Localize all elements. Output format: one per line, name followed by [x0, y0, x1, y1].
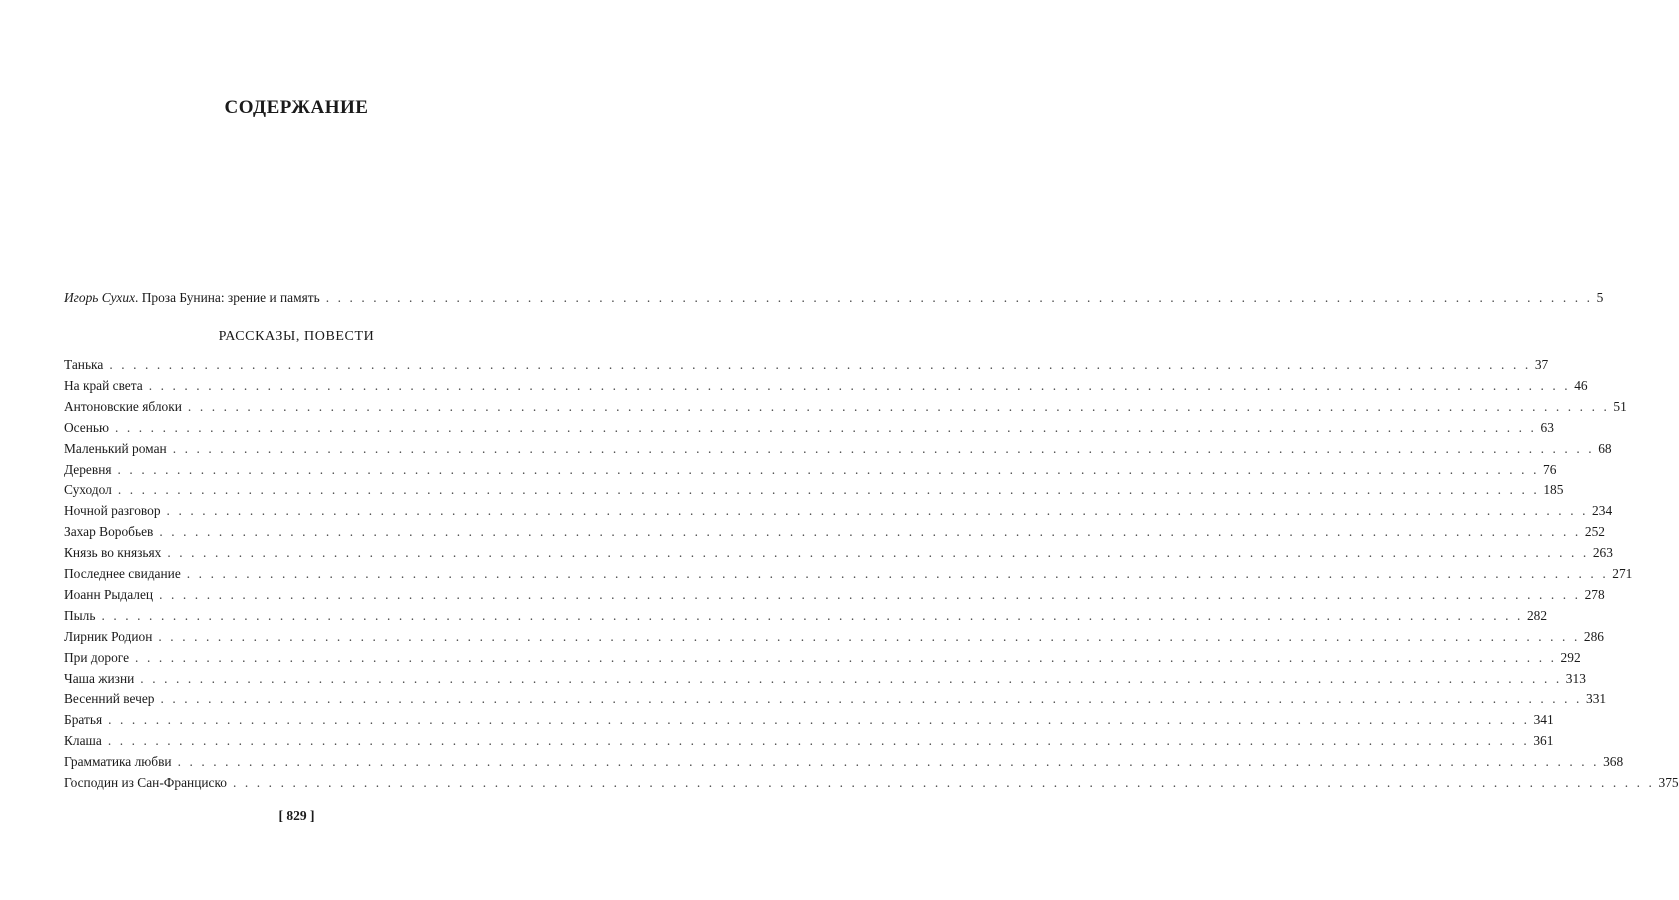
dot-leader: . . . . . . . . . . . . . . . . . . . . . . . . . . . . . . . . . . . . . . . . . . . . . . . . . . . . . . . . . . . . . . . . . . . . . . . . . . . . . . . . . . . . . . . . . . . . . . . . . . . . . . . . . . . . . . . . . . . . . . . .: [140, 670, 1562, 686]
dot-leader: . . . . . . . . . . . . . . . . . . . . . . . . . . . . . . . . . . . . . . . . . . . . . . . . . . . . . . . . . . . . . . . . . . . . . . . . . . . . . . . . . . . . . . . . . . . . . . . . . . . . . . . . . . . . . . . . . . . . . . . .: [187, 398, 1610, 414]
toc-entry-title: Захар Воробьев: [64, 524, 154, 540]
toc-entry-page: 5: [1596, 290, 1604, 305]
toc-entry: [64, 419, 1554, 436]
toc-entry: [64, 461, 1557, 478]
toc-entry-title: Лирник Родион: [64, 628, 153, 644]
toc-entry: [64, 628, 1604, 645]
toc-entry: [64, 649, 1581, 666]
toc-entry-title: Деревня: [64, 461, 112, 477]
toc-entry-page: 76: [1543, 461, 1557, 477]
toc-entry-page: 313: [1565, 670, 1586, 686]
dot-leader: . . . . . . . . . . . . . . . . . . . . . . . . . . . . . . . . . . . . . . . . . . . . . . . . . . . . . . . . . . . . . . . . . . . . . . . . . . . . . . . . . . . . . . . . . . . . . . . . . . . . . . . . . . . . . . . . . . . . . . . .: [159, 524, 1581, 540]
toc-entry: [64, 670, 1586, 687]
toc-entry-title: Осенью: [64, 419, 109, 435]
toc-entry: [64, 754, 1624, 770]
dot-leader: . . . . . . . . . . . . . . . . . . . . . . . . . . . . . . . . . . . . . . . . . . . . . . . . . . . . . . . . . . . . . . . . . . . . . . . . . . . . . . . . . . . . . . . . . . . . . . . . . . . . . . . . . . . . . . . . . . . . . . . .: [158, 628, 1580, 644]
toc-entry-title: Грамматика любви: [64, 754, 172, 770]
toc-entry: [64, 503, 1613, 519]
toc-entry-title: Чаша жизни: [64, 670, 135, 686]
toc-entry-page: 252: [1584, 524, 1605, 540]
toc-entry-page: 292: [1560, 649, 1581, 665]
toc-entry-title: Суходол: [64, 482, 112, 498]
toc-entry: [64, 440, 1612, 457]
toc-entry: [64, 586, 1605, 603]
toc-entry-title: Антоновские яблоки: [64, 398, 182, 414]
toc-entry: [64, 566, 1633, 582]
dot-leader: . . . . . . . . . . . . . . . . . . . . . . . . . . . . . . . . . . . . . . . . . . . . . . . . . . . . . . . . . . . . . . . . . . . . . . . . . . . . . . . . . . . . . . . . . . . . . . . . . . . . . . . . . . . . . . . . . . . . . . . .: [233, 775, 1655, 790]
toc-entry-page: 234: [1592, 503, 1613, 519]
page-title: СОДЕРЖАНИЕ: [224, 97, 369, 118]
dot-leader: . . . . . . . . . . . . . . . . . . . . . . . . . . . . . . . . . . . . . . . . . . . . . . . . . . . . . . . . . . . . . . . . . . . . . . . . . . . . . . . . . . . . . . . . . . . . . . . . . . . . . . . . . . . . . . . . . . . . . . . .: [117, 482, 1540, 498]
toc-entry-title: Братья: [64, 712, 103, 728]
toc-entry: [64, 357, 1549, 373]
toc-entry-title: Пыль: [64, 607, 96, 623]
toc-entry-page: 185: [1543, 482, 1564, 498]
toc-entry-title: Последнее свидание: [64, 566, 181, 581]
dot-leader: . . . . . . . . . . . . . . . . . . . . . . . . . . . . . . . . . . . . . . . . . . . . . . . . . . . . . . . . . . . . . . . . . . . . . . . . . . . . . . . . . . . . . . . . . . . . . . . . . . . . . . . . . . . . . . . . . . . . . . . .: [109, 357, 1531, 372]
dot-leader: . . . . . . . . . . . . . . . . . . . . . . . . . . . . . . . . . . . . . . . . . . . . . . . . . . . . . . . . . . . . . . . . . . . . . . . . . . . . . . . . . . . . . . . . . . . . . . . . . . . . . . . . . . . . . . . . . . . . . . . .: [166, 503, 1589, 519]
toc-entry-page: 341: [1533, 712, 1554, 728]
dot-leader: . . . . . . . . . . . . . . . . . . . . . . . . . . . . . . . . . . . . . . . . . . . . . . . . . . . . . . . . . . . . . . . . . . . . . . . . . . . . . . . . . . . . . . . . . . . . . . . . . . . . . . . . . . .: [325, 290, 1593, 305]
dot-leader: . . . . . . . . . . . . . . . . . . . . . . . . . . . . . . . . . . . . . . . . . . . . . . . . . . . . . . . . . . . . . . . . . . . . . . . . . . . . . . . . . . . . . . . . . . . . . . . . . . . . . . . . . . . . . . . . . . . . . . . .: [172, 440, 1595, 456]
toc-entry-page: 361: [1533, 733, 1554, 749]
dot-leader: . . . . . . . . . . . . . . . . . . . . . . . . . . . . . . . . . . . . . . . . . . . . . . . . . . . . . . . . . . . . . . . . . . . . . . . . . . . . . . . . . . . . . . . . . . . . . . . . . . . . . . . . . . . . . . . . . . . . . . . .: [177, 754, 1600, 770]
toc-entry: [64, 607, 1548, 624]
dot-leader: . . . . . . . . . . . . . . . . . . . . . . . . . . . . . . . . . . . . . . . . . . . . . . . . . . . . . . . . . . . . . . . . . . . . . . . . . . . . . . . . . . . . . . . . . . . . . . . . . . . . . . . . . . . . . . . . . . . . . . . .: [186, 566, 1609, 581]
dot-leader: . . . . . . . . . . . . . . . . . . . . . . . . . . . . . . . . . . . . . . . . . . . . . . . . . . . . . . . . . . . . . . . . . . . . . . . . . . . . . . . . . . . . . . . . . . . . . . . . . . . . . . . . . . . . . . . . . . . . . . . .: [135, 649, 1557, 665]
toc-entry-author-separator: .: [135, 290, 139, 305]
toc-entry-title: При дороге: [64, 649, 130, 665]
dot-leader: . . . . . . . . . . . . . . . . . . . . . . . . . . . . . . . . . . . . . . . . . . . . . . . . . . . . . . . . . . . . . . . . . . . . . . . . . . . . . . . . . . . . . . . . . . . . . . . . . . . . . . . . . . . . . . . . . . . . . . . .: [101, 607, 1523, 623]
toc-entry-page: 63: [1540, 419, 1554, 435]
toc-entry-page: 46: [1574, 377, 1588, 393]
toc-entry-page: 68: [1598, 440, 1612, 456]
toc-entry-page: 286: [1583, 628, 1604, 644]
toc-entry-page: 37: [1534, 357, 1549, 372]
toc-entry-title: Князь во князьях: [64, 545, 162, 561]
dot-leader: . . . . . . . . . . . . . . . . . . . . . . . . . . . . . . . . . . . . . . . . . . . . . . . . . . . . . . . . . . . . . . . . . . . . . . . . . . . . . . . . . . . . . . . . . . . . . . . . . . . . . . . . . . . . . . . . . . . . . . . .: [148, 377, 1571, 393]
dot-leader: . . . . . . . . . . . . . . . . . . . . . . . . . . . . . . . . . . . . . . . . . . . . . . . . . . . . . . . . . . . . . . . . . . . . . . . . . . . . . . . . . . . . . . . . . . . . . . . . . . . . . . . . . . . . . . . . . . . . . . . .: [117, 461, 1540, 477]
toc-entry-title: Иоанн Рыдалец: [64, 586, 154, 602]
toc-entry: [64, 733, 1554, 749]
toc-entry-title: Ночной разговор: [64, 503, 161, 519]
page-number: [ 829 ]: [278, 808, 315, 823]
toc-entry-title: Господин из Сан-Франциско: [64, 775, 227, 790]
toc-entry-intro: [64, 290, 1604, 306]
toc-entry-title: [64, 290, 320, 306]
dot-leader: . . . . . . . . . . . . . . . . . . . . . . . . . . . . . . . . . . . . . . . . . . . . . . . . . . . . . . . . . . . . . . . . . . . . . . . . . . . . . . . . . . . . . . . . . . . . . . . . . . . . . . . . . . . . . . . . . . . . . . . .: [108, 712, 1530, 728]
toc-entry: [64, 545, 1613, 561]
toc-entry: [64, 691, 1607, 707]
toc-entry: [64, 775, 1679, 791]
toc-entry-page: 263: [1592, 545, 1613, 561]
toc-entry-page: 282: [1526, 607, 1548, 623]
dot-leader: . . . . . . . . . . . . . . . . . . . . . . . . . . . . . . . . . . . . . . . . . . . . . . . . . . . . . . . . . . . . . . . . . . . . . . . . . . . . . . . . . . . . . . . . . . . . . . . . . . . . . . . . . . . . . . . . . . . . . . . .: [115, 419, 1537, 435]
toc-entry-page: 271: [1612, 566, 1633, 581]
toc-entry-page: 368: [1603, 754, 1624, 770]
toc-entry-title: Маленький роман: [64, 440, 167, 456]
section-heading: РАССКАЗЫ, ПОВЕСТИ: [218, 329, 375, 344]
dot-leader: . . . . . . . . . . . . . . . . . . . . . . . . . . . . . . . . . . . . . . . . . . . . . . . . . . . . . . . . . . . . . . . . . . . . . . . . . . . . . . . . . . . . . . . . . . . . . . . . . . . . . . . . . . . . . . . . . . . . . . . .: [167, 545, 1589, 561]
toc-entry-title: Клаша: [64, 733, 102, 749]
toc-entry-page: 278: [1584, 586, 1605, 602]
dot-leader: . . . . . . . . . . . . . . . . . . . . . . . . . . . . . . . . . . . . . . . . . . . . . . . . . . . . . . . . . . . . . . . . . . . . . . . . . . . . . . . . . . . . . . . . . . . . . . . . . . . . . . . . . . . . . . . . . . . . . . . .: [107, 733, 1530, 749]
toc-entry-page: 375: [1658, 775, 1679, 790]
toc-entry: [64, 377, 1588, 394]
toc-entry: [64, 712, 1554, 728]
toc-entry: [64, 524, 1605, 540]
toc-entry: [64, 398, 1627, 415]
toc-entry-title-text: Проза Бунина: зрение и память: [138, 290, 320, 305]
toc-entry: [64, 482, 1564, 498]
toc-entry-title: Танька: [64, 357, 104, 372]
toc-entry-page: 331: [1586, 691, 1607, 707]
dot-leader: . . . . . . . . . . . . . . . . . . . . . . . . . . . . . . . . . . . . . . . . . . . . . . . . . . . . . . . . . . . . . . . . . . . . . . . . . . . . . . . . . . . . . . . . . . . . . . . . . . . . . . . . . . . . . . . . . . . . . . . .: [159, 586, 1581, 602]
toc-entry-title: На край света: [64, 377, 143, 393]
toc-entry-title: Весенний вечер: [64, 691, 155, 707]
toc-entry-page: 51: [1613, 398, 1627, 414]
dot-leader: . . . . . . . . . . . . . . . . . . . . . . . . . . . . . . . . . . . . . . . . . . . . . . . . . . . . . . . . . . . . . . . . . . . . . . . . . . . . . . . . . . . . . . . . . . . . . . . . . . . . . . . . . . . . . . . . . . . . . . . .: [160, 691, 1582, 707]
toc-entry-author: Игорь Сухих: [64, 290, 136, 305]
